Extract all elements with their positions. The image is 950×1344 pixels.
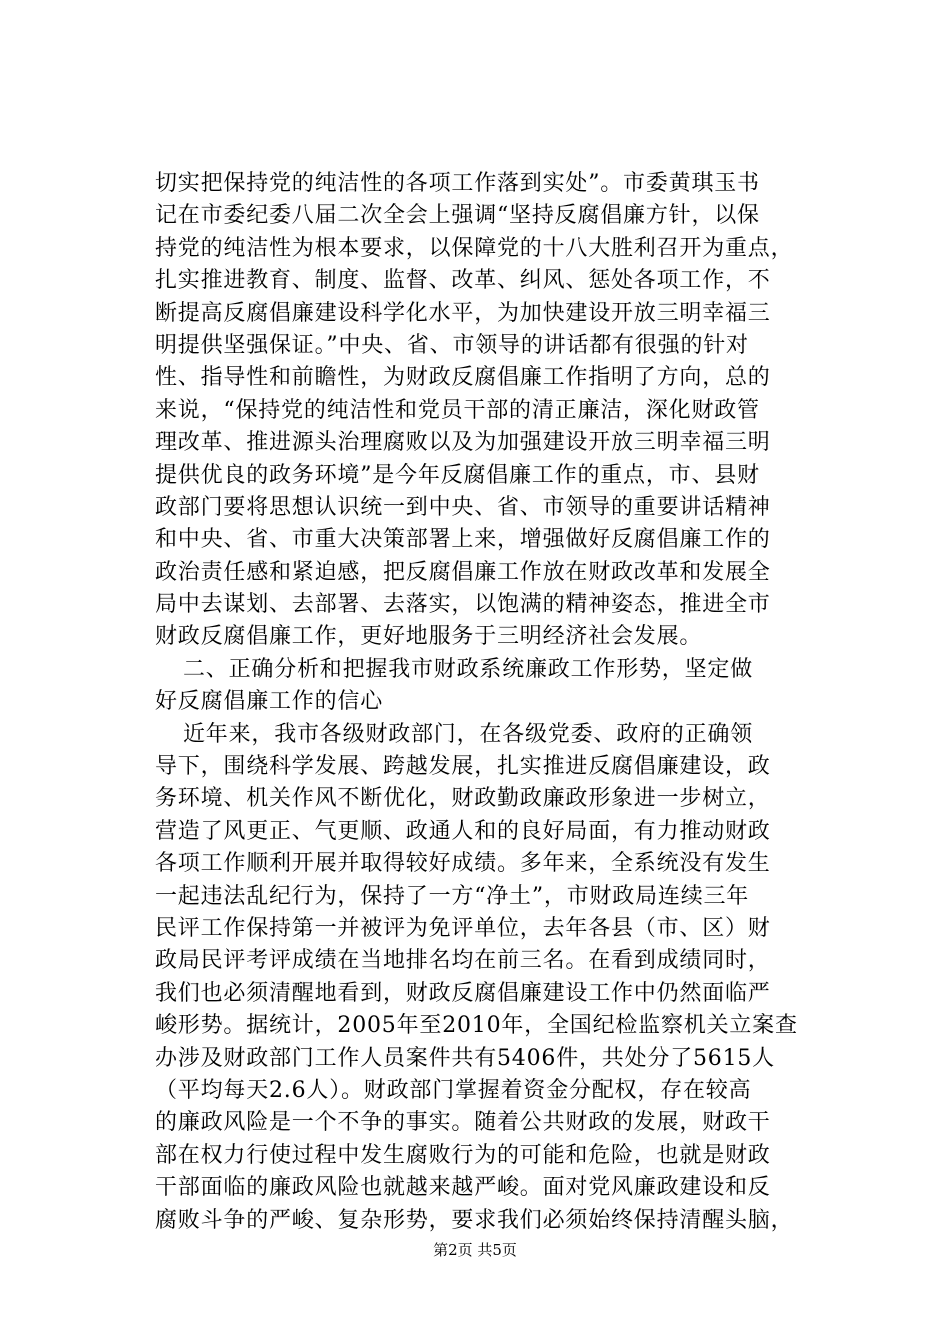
text-line: 峻形势。据统计，2005年至2010年，全国纪检监察机关立案查 (155, 1013, 798, 1039)
document-body (155, 168, 845, 1237)
text-line: 局中去谋划、去部署、去落实，以饱满的精神姿态，推进全市 (155, 592, 771, 618)
text-line: 性、指导性和前瞻性，为财政反腐倡廉工作指明了方向，总的 (155, 365, 771, 391)
page-number-footer: 第2页 共5页 (433, 1241, 517, 1259)
text-line: 政部门要将思想认识统一到中央、省、市领导的重要讲话精神 (155, 494, 771, 520)
text-line: 断提高反腐倡廉建设科学化水平，为加快建设开放三明幸福三 (155, 300, 771, 326)
text-line: 政局民评考评成绩在当地排名均在前三名。在看到成绩同时， (155, 948, 771, 974)
section-heading-line: 好反腐倡廉工作的信心 (155, 689, 384, 715)
text-line: 扎实推进教育、制度、监督、改革、纠风、惩处各项工作，不 (155, 268, 771, 294)
text-line: 政治责任感和紧迫感，把反腐倡廉工作放在财政改革和发展全 (155, 559, 771, 585)
text-line: 部在权力行使过程中发生腐败行为的可能和危险，也就是财政 (155, 1142, 771, 1168)
section-heading-line: 二、正确分析和把握我市财政系统廉政工作形势，坚定做 (183, 656, 754, 682)
text-line: 办涉及财政部门工作人员案件共有5406件，共处分了5615人 (155, 1045, 775, 1071)
text-line: 理改革、推进源头治理腐败以及为加强建设开放三明幸福三明 (155, 430, 771, 456)
text-line: 我们也必须清醒地看到，财政反腐倡廉建设工作中仍然面临严 (155, 980, 771, 1006)
text-line: 各项工作顺利开展并取得较好成绩。多年来，全系统没有发生 (155, 851, 771, 877)
text-line: 干部面临的廉政风险也就越来越严峻。面对党风廉政建设和反 (155, 1175, 771, 1201)
text-line: 民评工作保持第一并被评为免评单位，去年各县（市、区）财 (155, 915, 771, 941)
text-line: 一起违法乱纪行为，保持了一方“净土”，市财政局连续三年 (155, 883, 750, 909)
text-line: 务环境、机关作风不断优化，财政勤政廉政形象进一步树立， (155, 786, 771, 812)
text-line: 切实把保持党的纯洁性的各项工作落到实处”。市委黄琪玉书 (155, 171, 760, 196)
text-line: 导下，围绕科学发展、跨越发展，扎实推进反腐倡廉建设，政 (155, 754, 771, 780)
text-line: 提供优良的政务环境”是今年反腐倡廉工作的重点，市、县财 (155, 462, 760, 488)
text-line: 财政反腐倡廉工作，更好地服务于三明经济社会发展。 (155, 624, 703, 650)
text-line: 来说，“保持党的纯洁性和党员干部的清正廉洁，深化财政管 (155, 397, 760, 423)
text-line: 的廉政风险是一个不争的事实。随着公共财政的发展，财政干 (155, 1110, 771, 1136)
text-line: 近年来，我市各级财政部门，在各级党委、政府的正确领 (183, 721, 754, 747)
text-line: 和中央、省、市重大决策部署上来，增强做好反腐倡廉工作的 (155, 527, 771, 553)
text-line: （平均每天2.6人）。财政部门掌握着资金分配权，存在较高 (155, 1077, 752, 1103)
text-line: 记在市委纪委八届二次全会上强调“坚持反腐倡廉方针，以保 (155, 203, 760, 229)
text-line: 营造了风更正、气更顺、政通人和的良好局面，有力推动财政 (155, 818, 771, 844)
text-line: 明提供坚强保证。”中央、省、市领导的讲话都有很强的针对 (155, 332, 749, 358)
text-line: 腐败斗争的严峻、复杂形势，要求我们必须始终保持清醒头脑， (155, 1207, 794, 1233)
text-line: 持党的纯洁性为根本要求，以保障党的十八大胜利召开为重点， (155, 235, 794, 261)
